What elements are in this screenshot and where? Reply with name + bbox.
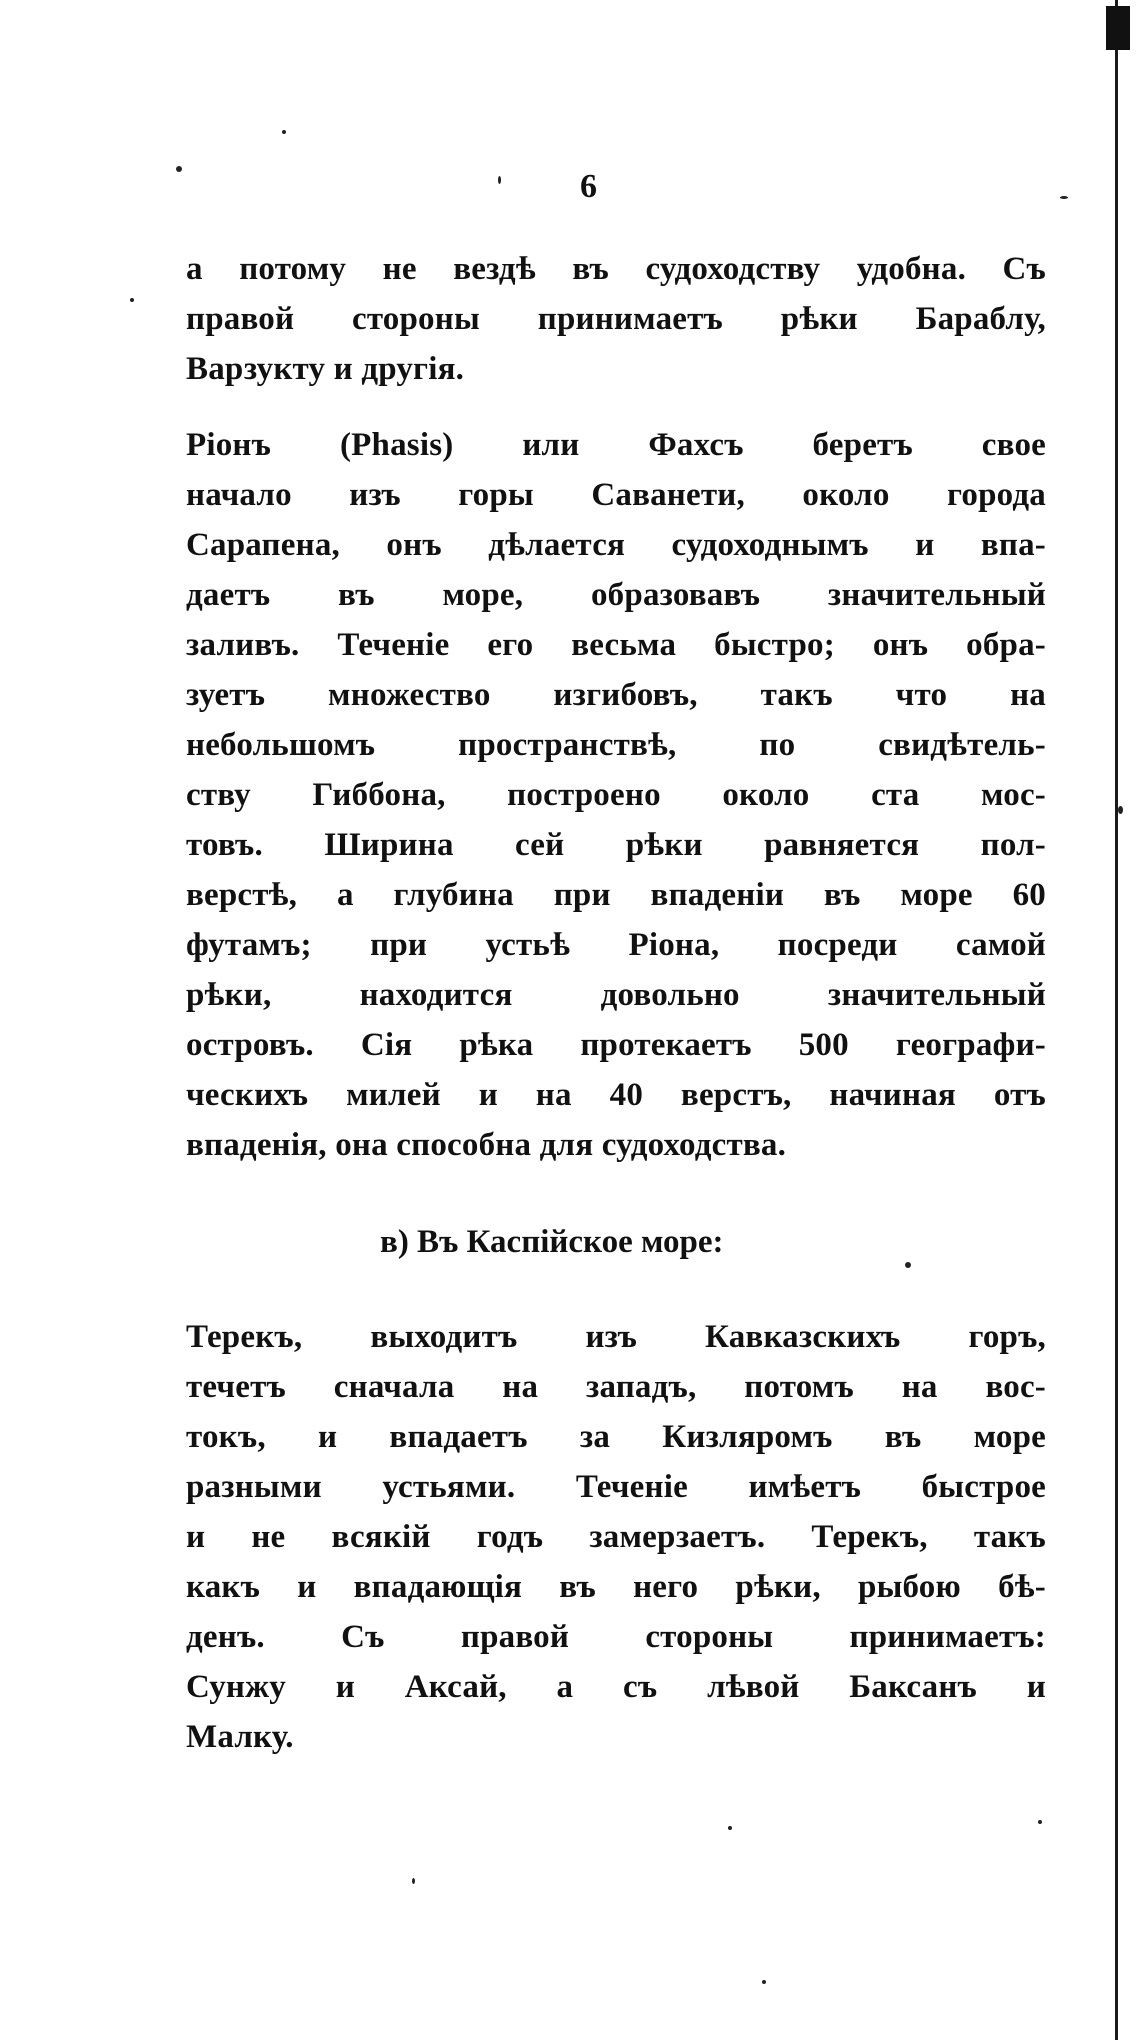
scan-speck — [130, 298, 134, 302]
text-line: верстѣ, а глубина при впаденіи въ море 60 — [186, 877, 1046, 913]
text-line: футамъ; при устьѣ Ріона, посреди самой — [186, 927, 1046, 963]
paragraph-2 — [186, 420, 1046, 1170]
text-line: ческихъ милей и на 40 верстъ, начиная отъ — [186, 1077, 1046, 1113]
text-line: зуетъ множество изгибовъ, такъ что на — [186, 677, 1046, 713]
text-line: начало изъ горы Саванети, около города — [186, 477, 1046, 513]
scan-speck — [1118, 806, 1123, 814]
scan-speck — [282, 130, 286, 134]
text-line: Сарапена, онъ дѣлается судоходнымъ и впа- — [186, 527, 1046, 563]
text-line: а потому не вездѣ въ судоходству удобна. Съ — [186, 251, 1046, 287]
text-line: даетъ въ море, образовавъ значительный — [186, 577, 1046, 613]
text-line: разными устьями. Теченіе имѣетъ быстрое — [186, 1469, 1046, 1505]
text-line: ству Гиббона, построено около ста мос- — [186, 777, 1046, 813]
section-heading: в) Въ Каспійское море: — [380, 1224, 724, 1260]
scan-speck — [176, 166, 182, 172]
scan-speck — [728, 1826, 732, 1830]
scan-corner-mark — [1106, 6, 1130, 50]
scan-speck — [1060, 196, 1068, 199]
text-line: Малку. — [186, 1719, 294, 1755]
text-line: островъ. Сія рѣка протекаетъ 500 географи- — [186, 1027, 1046, 1063]
scan-speck — [762, 1980, 766, 1984]
text-line: Варзукту и другія. — [186, 351, 465, 387]
text-line: заливъ. Теченіе его весьма быстро; онъ обра- — [186, 627, 1046, 663]
scan-speck — [1038, 1820, 1042, 1824]
text-line: небольшомъ пространствѣ, по свидѣтель- — [186, 727, 1046, 763]
text-line: денъ. Съ правой стороны принимаетъ: — [186, 1619, 1046, 1655]
paragraph-1 — [186, 244, 1046, 394]
scan-speck — [905, 1262, 911, 1268]
text-line: товъ. Ширина сей рѣки равняется пол- — [186, 827, 1046, 863]
scan-speck — [498, 176, 501, 184]
paragraph-3 — [186, 1312, 1046, 1762]
text-line: рѣки, находится довольно значительный — [186, 977, 1046, 1013]
scan-speck — [412, 1878, 415, 1884]
text-line: токъ, и впадаетъ за Кизляромъ въ море — [186, 1419, 1046, 1455]
text-line: какъ и впадающія въ него рѣки, рыбою бѣ- — [186, 1569, 1046, 1605]
text-line: правой стороны принимаетъ рѣки Бараблу, — [186, 301, 1046, 337]
text-line: Ріонъ (Phasis) или Фахсъ беретъ свое — [186, 427, 1046, 463]
text-line: Сунжу и Аксай, а съ лѣвой Баксанъ и — [186, 1669, 1046, 1705]
scan-edge-line — [1115, 0, 1118, 2040]
text-line: и не всякій годъ замерзаетъ. Терекъ, такъ — [186, 1519, 1046, 1555]
text-line: впаденія, она способна для судоходства. — [186, 1127, 787, 1163]
page-number: 6 — [580, 168, 597, 205]
text-line: течетъ сначала на западъ, потомъ на вос- — [186, 1369, 1046, 1405]
text-line: Терекъ, выходитъ изъ Кавказскихъ горъ, — [186, 1319, 1046, 1355]
